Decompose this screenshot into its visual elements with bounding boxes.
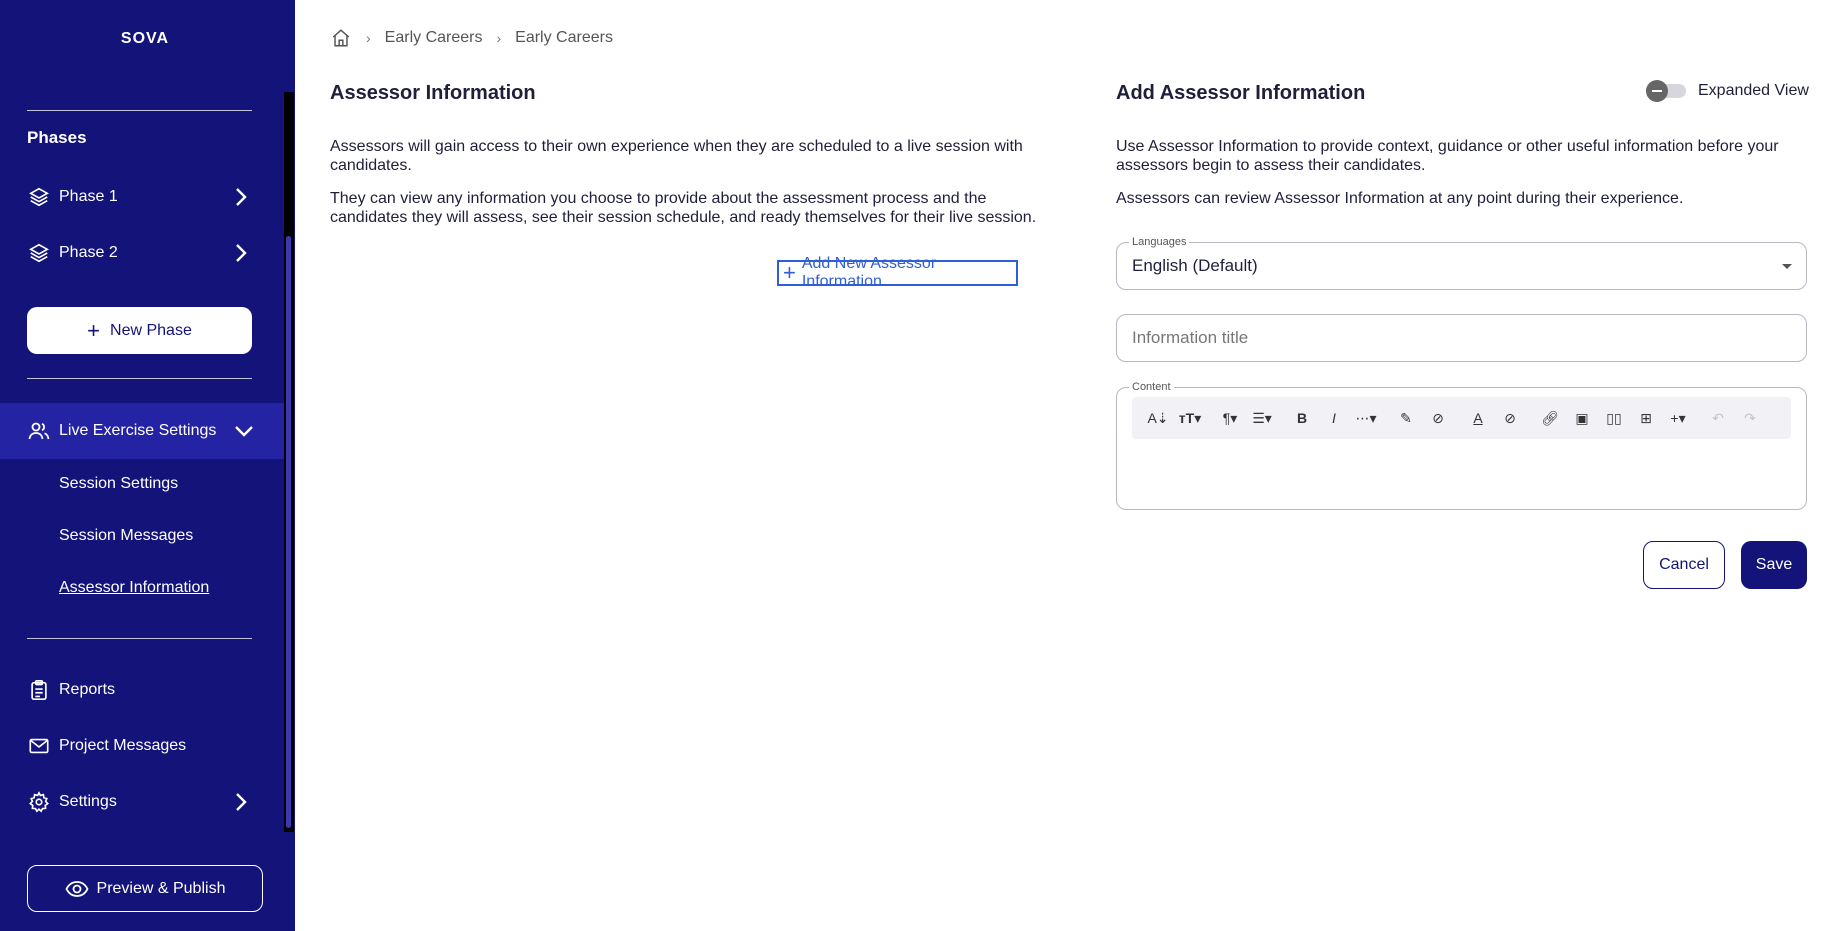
divider [27,110,252,111]
sidebar-item-reports[interactable] [27,670,252,710]
sidebar-section-live-exercise[interactable] [0,403,284,459]
sidebar-item-project-messages[interactable] [27,726,252,766]
sidebar [0,0,295,931]
image-icon[interactable]: ▣ [1575,409,1589,426]
chevron-right-icon[interactable] [228,185,252,209]
preview-publish-button[interactable] [27,865,263,912]
cancel-button[interactable]: Cancel [1643,541,1725,589]
preview-publish-label: Preview & Publish [96,879,226,897]
layers-icon [27,185,51,209]
chevron-down-icon[interactable] [232,419,256,443]
align-icon[interactable]: ☰▾ [1252,409,1272,426]
divider [27,638,252,639]
link-icon[interactable]: 🔗︎ [1541,409,1559,426]
sova-logo[interactable]: SOVA [120,30,170,47]
chevron-right-icon[interactable] [228,790,252,814]
expanded-view-toggle[interactable] [1650,82,1809,100]
bold-icon[interactable]: B [1296,410,1308,426]
plus-icon: + [87,317,101,343]
new-phase-label: New Phase [110,321,192,339]
sidebar-scrollbar-thumb[interactable] [286,236,291,828]
sidebar-item-session-settings[interactable]: Session Settings [59,475,179,492]
sidebar-item-label: Settings [59,793,117,810]
toggle-knob[interactable] [1646,80,1668,102]
gear-icon [27,790,51,814]
layers-icon [27,241,51,265]
breadcrumb-separator-icon: › [366,30,371,46]
sidebar-item-label: Reports [59,681,116,698]
phases-heading: Phases [27,128,87,147]
sidebar-item-label: Project Messages [59,737,187,754]
breadcrumb-item[interactable]: Early Careers [384,29,483,46]
insert-icon[interactable]: +▾ [1670,409,1686,426]
clear-highlight-icon[interactable]: ⊘ [1432,409,1444,426]
expanded-view-label: Expanded View [1698,82,1809,99]
undo-icon[interactable]: ↶ [1712,409,1724,426]
languages-value: English (Default) [1132,256,1258,275]
add-assessor-information-title: Add Assessor Information [1116,82,1366,104]
add-new-label: Add New Assessor Information [801,255,937,290]
columns-icon[interactable]: ▯▯ [1606,409,1622,426]
highlight-icon[interactable]: ✎ [1400,409,1412,426]
sidebar-item-label: Live Exercise Settings [59,422,217,439]
languages-select[interactable] [1116,236,1807,290]
add-info-paragraph-1: Use Assessor Information to provide context, guidance or other useful information before your assessors begin to assess their candidates. [1116,138,1779,174]
italic-icon[interactable]: I [1332,410,1336,426]
sidebar-item-label: Phase 2 [59,244,118,261]
content-legend: Content [1129,381,1174,393]
sidebar-item-session-messages[interactable]: Session Messages [59,527,194,544]
sidebar-item-settings[interactable] [27,782,252,822]
sidebar-item-phase-2[interactable] [27,233,252,273]
paragraph-format-icon[interactable]: ¶▾ [1222,409,1238,426]
eye-icon [65,877,89,901]
assessor-info-paragraph-2: They can view any information you choose to provide about the assessment process and the candidates they will assess, see their session schedule, and ready themselves for their live session. [330,190,1037,226]
editor-toolbar [1132,397,1791,439]
breadcrumb-item[interactable]: Early Careers [515,29,613,46]
sidebar-item-phase-1[interactable] [27,177,252,217]
font-size-icon[interactable]: A⇣ [1147,409,1169,426]
toggle-track[interactable] [1650,84,1686,98]
plus-icon: + [783,260,796,285]
breadcrumb-separator-icon: › [496,30,502,46]
information-title-input[interactable] [1116,314,1807,362]
table-icon[interactable]: ⊞ [1640,409,1652,426]
sidebar-item-assessor-information[interactable]: Assessor Information [59,579,210,596]
content-editor[interactable] [1116,381,1807,510]
text-color-icon[interactable]: A [1473,410,1483,426]
users-icon [27,419,51,443]
caret-down-icon[interactable] [1782,264,1792,269]
text-size-icon[interactable]: тT▾ [1178,409,1202,426]
chevron-right-icon[interactable] [228,241,252,265]
clear-format-icon[interactable]: ⊘ [1504,409,1516,426]
clipboard-icon [27,678,51,702]
more-text-icon[interactable]: ⋯▾ [1355,409,1377,426]
divider [27,378,252,379]
sidebar-item-label: Phase 1 [59,188,118,205]
mail-icon [27,734,51,758]
sidebar-item-live-exercise-settings[interactable] [27,411,252,451]
breadcrumb [330,26,613,50]
add-new-assessor-information-button[interactable] [777,255,1018,290]
redo-icon[interactable]: ↷ [1744,409,1756,426]
save-button[interactable]: Save [1741,541,1807,589]
home-icon[interactable] [330,27,352,49]
assessor-information-title: Assessor Information [330,82,536,104]
add-info-paragraph-2: Assessors can review Assessor Information at any point during their experience. [1116,190,1684,207]
languages-legend: Languages [1129,236,1189,248]
new-phase-button[interactable] [27,307,252,354]
assessor-info-paragraph-1: Assessors will gain access to their own experience when they are scheduled to a live session with candidates. [330,138,1023,174]
